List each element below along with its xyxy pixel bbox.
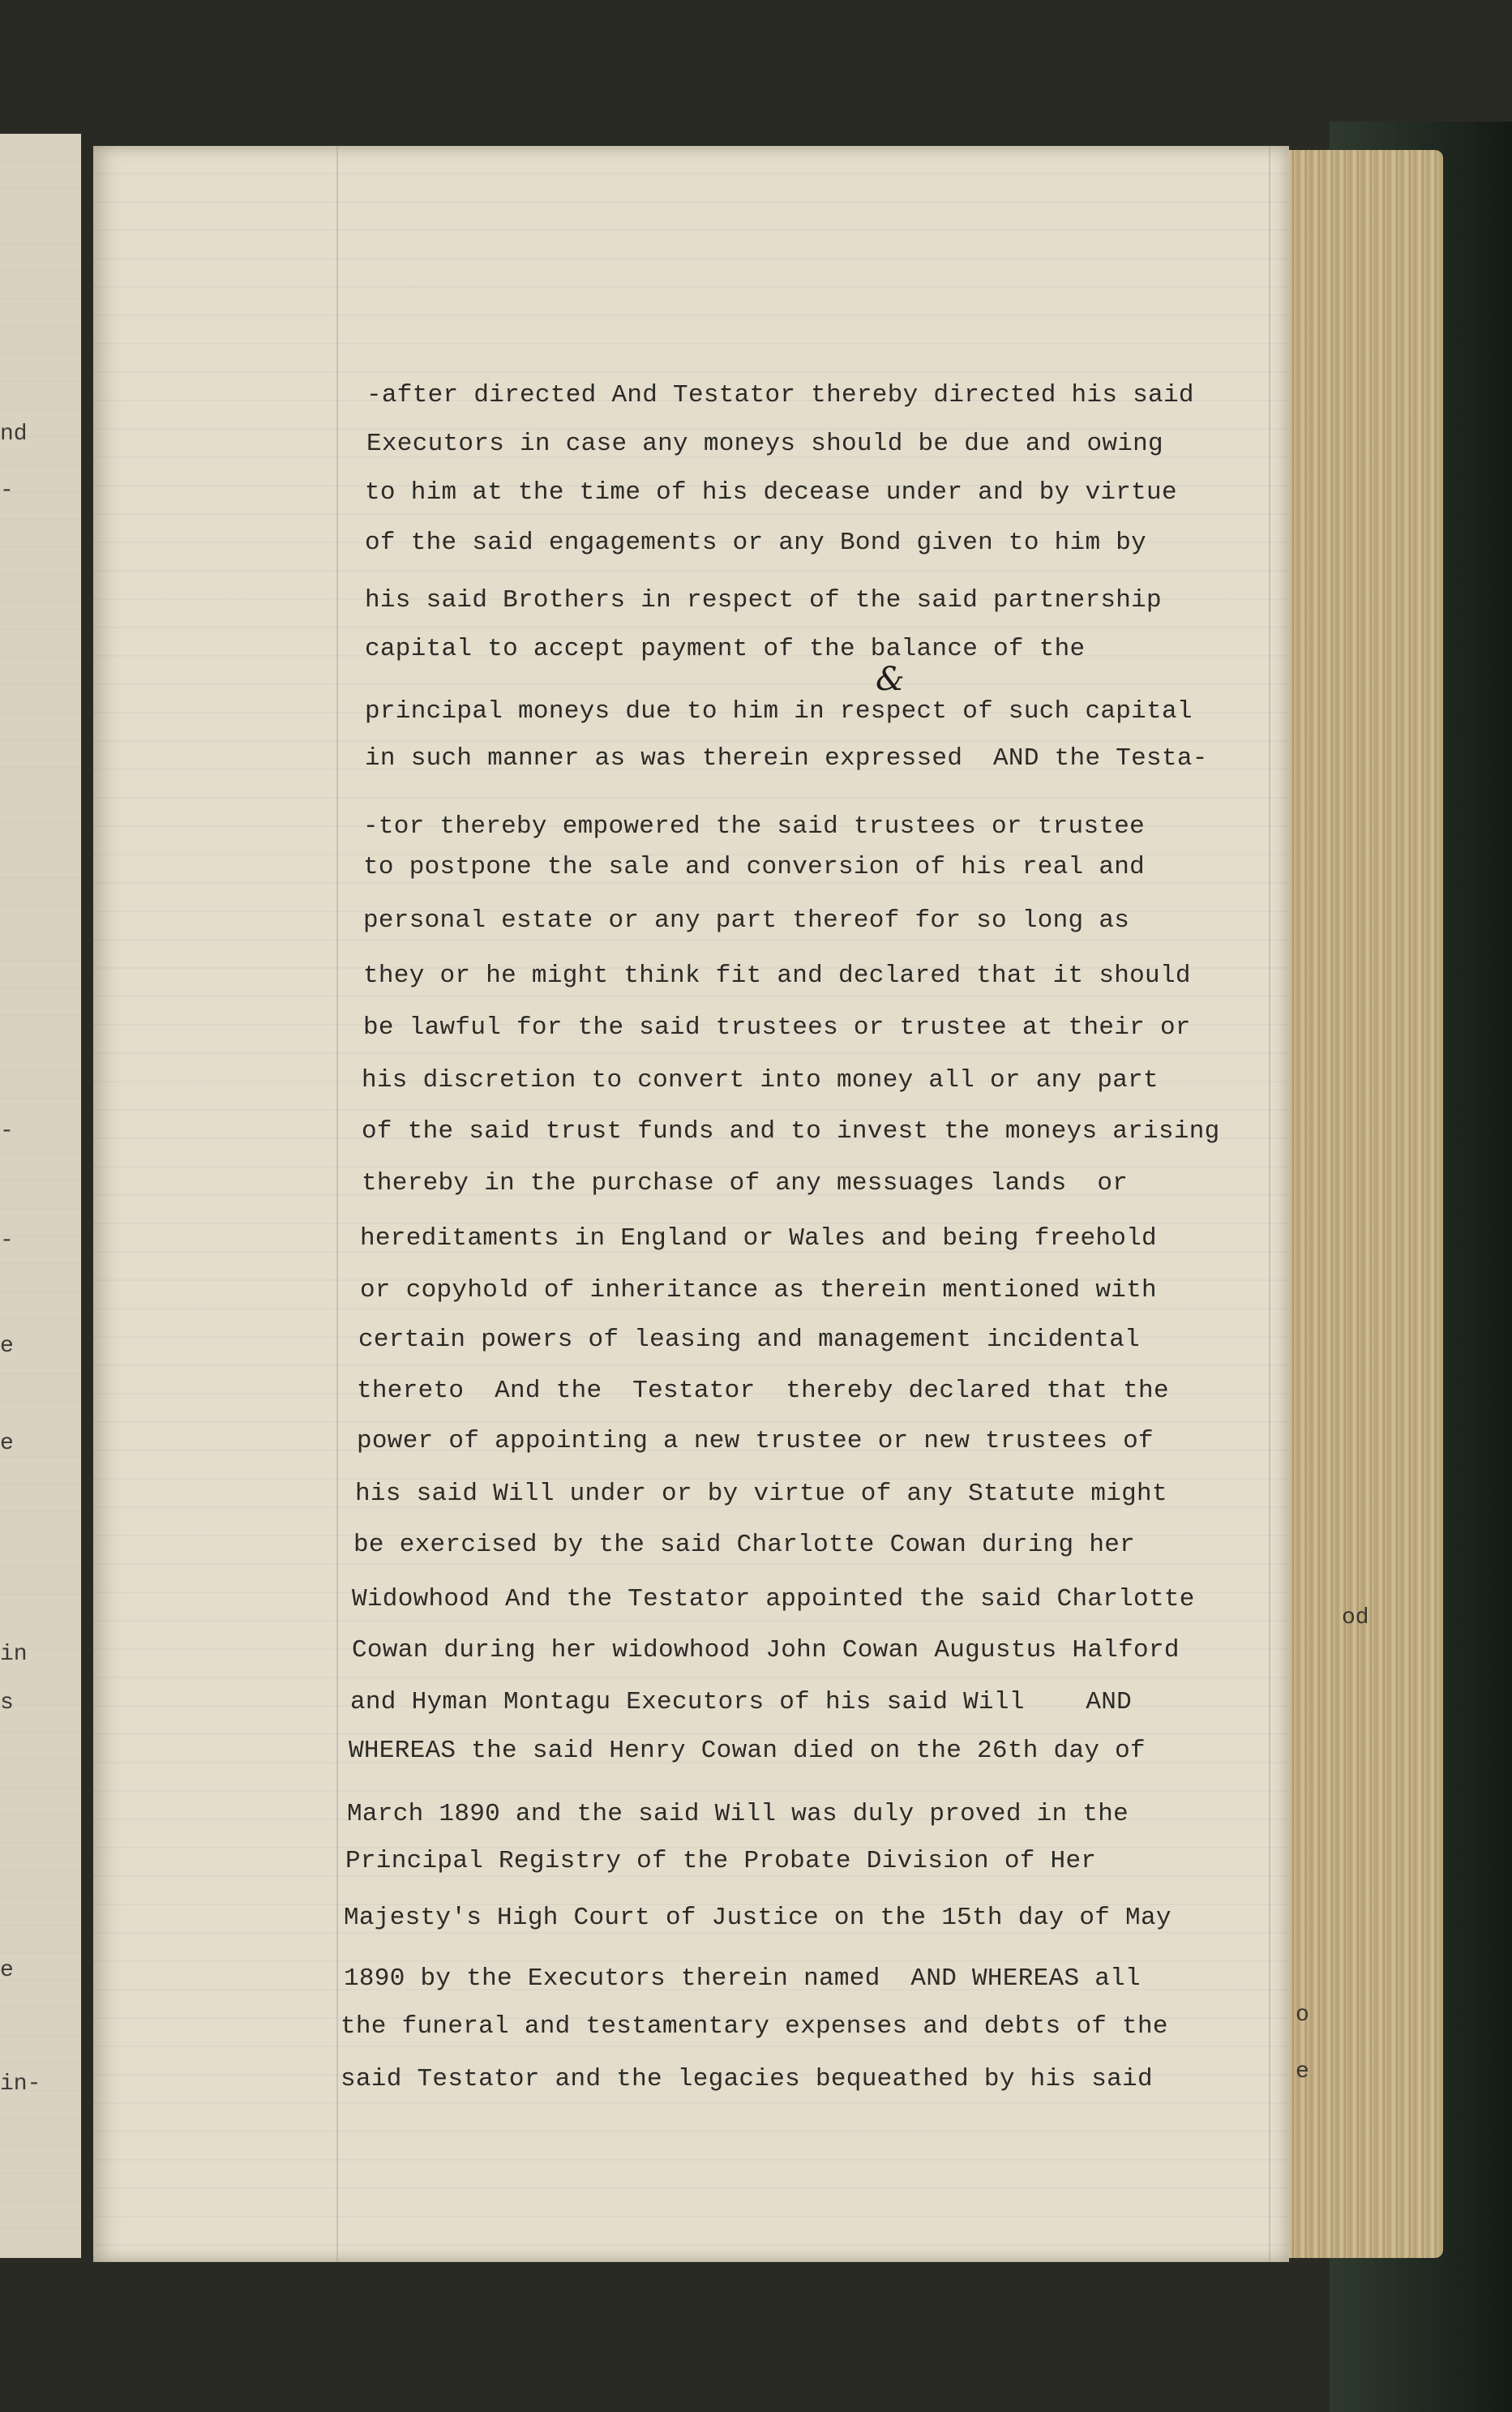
handwritten-insertion-mark: &: [876, 661, 905, 698]
text-line: personal estate or any part thereof for so long as: [363, 906, 1130, 935]
text-line: or copyhold of inheritance as therein mentioned with: [360, 1276, 1157, 1305]
text-line: March 1890 and the said Will was duly proved in the: [347, 1800, 1129, 1828]
left-edge-text: in-: [0, 2071, 41, 2097]
text-line: in such manner as was therein expressed AND the Testa-: [365, 744, 1208, 773]
left-page-edge: [0, 134, 81, 2258]
left-edge-text: in: [0, 1642, 28, 1667]
text-line: be lawful for the said trustees or trustee at their or: [363, 1013, 1191, 1042]
text-line: thereto And the Testator thereby declared that the: [357, 1377, 1169, 1405]
document-page: [93, 146, 1289, 2262]
text-line: his said Brothers in respect of the said partnership: [365, 586, 1162, 615]
text-line: his discretion to convert into money all or any part: [362, 1066, 1159, 1095]
text-line: they or he might think fit and declared that it should: [363, 962, 1191, 990]
text-line: -after directed And Testator thereby directed his said: [366, 381, 1194, 409]
right-margin-rule: [1269, 146, 1270, 2262]
text-line: to postpone the sale and conversion of his real and: [363, 853, 1146, 881]
text-line: his said Will under or by virtue of any Statute might: [355, 1480, 1167, 1508]
left-edge-text: -: [0, 1228, 14, 1253]
text-line: Executors in case any moneys should be due and owing: [366, 430, 1163, 458]
text-line: principal moneys due to him in respect of such capital: [365, 697, 1193, 726]
right-edge-text: e: [1296, 2059, 1309, 2084]
text-line: Principal Registry of the Probate Division of Her: [345, 1847, 1097, 1875]
text-line: power of appointing a new trustee or new trustees of: [357, 1427, 1154, 1455]
left-edge-text: e: [0, 1958, 14, 1983]
text-line: the funeral and testamentary expenses and debts of the: [341, 2012, 1168, 2041]
left-edge-text: nd: [0, 422, 28, 447]
text-line: 1890 by the Executors therein named AND WHEREAS all: [344, 1964, 1141, 1993]
page-edges: [1281, 150, 1443, 2258]
text-line: of the said engagements or any Bond given to him by: [365, 529, 1147, 557]
margin-rule: [336, 146, 338, 2262]
left-edge-text: -: [0, 478, 14, 503]
right-edge-text: o: [1296, 2003, 1309, 2028]
text-line: Cowan during her widowhood John Cowan Augustus Halford: [352, 1636, 1180, 1664]
text-line: hereditaments in England or Wales and being freehold: [360, 1224, 1157, 1253]
text-line: Majesty's High Court of Justice on the 15th day of May: [344, 1904, 1171, 1932]
text-line: of the said trust funds and to invest the moneys arising: [362, 1117, 1220, 1146]
text-line: WHEREAS the said Henry Cowan died on the 26th day of: [349, 1737, 1146, 1765]
text-line: said Testator and the legacies bequeathed by his said: [341, 2065, 1153, 2093]
text-line: and Hyman Montagu Executors of his said Will AND: [350, 1688, 1133, 1716]
text-line: certain powers of leasing and management incidental: [358, 1326, 1141, 1354]
text-line: be exercised by the said Charlotte Cowan during her: [353, 1531, 1136, 1559]
left-edge-text: e: [0, 1431, 14, 1456]
right-edge-text: od: [1342, 1605, 1369, 1630]
left-edge-text: s: [0, 1690, 14, 1716]
text-line: to him at the time of his decease under and by virtue: [365, 478, 1177, 507]
left-edge-text: -: [0, 1119, 14, 1144]
left-edge-text: e: [0, 1334, 14, 1359]
text-line: -tor thereby empowered the said trustees or trustee: [363, 812, 1146, 841]
text-line: capital to accept payment of the balance of the: [365, 635, 1086, 663]
text-line: Widowhood And the Testator appointed the said Charlotte: [352, 1585, 1195, 1613]
text-line: thereby in the purchase of any messuages lands or: [362, 1169, 1129, 1197]
